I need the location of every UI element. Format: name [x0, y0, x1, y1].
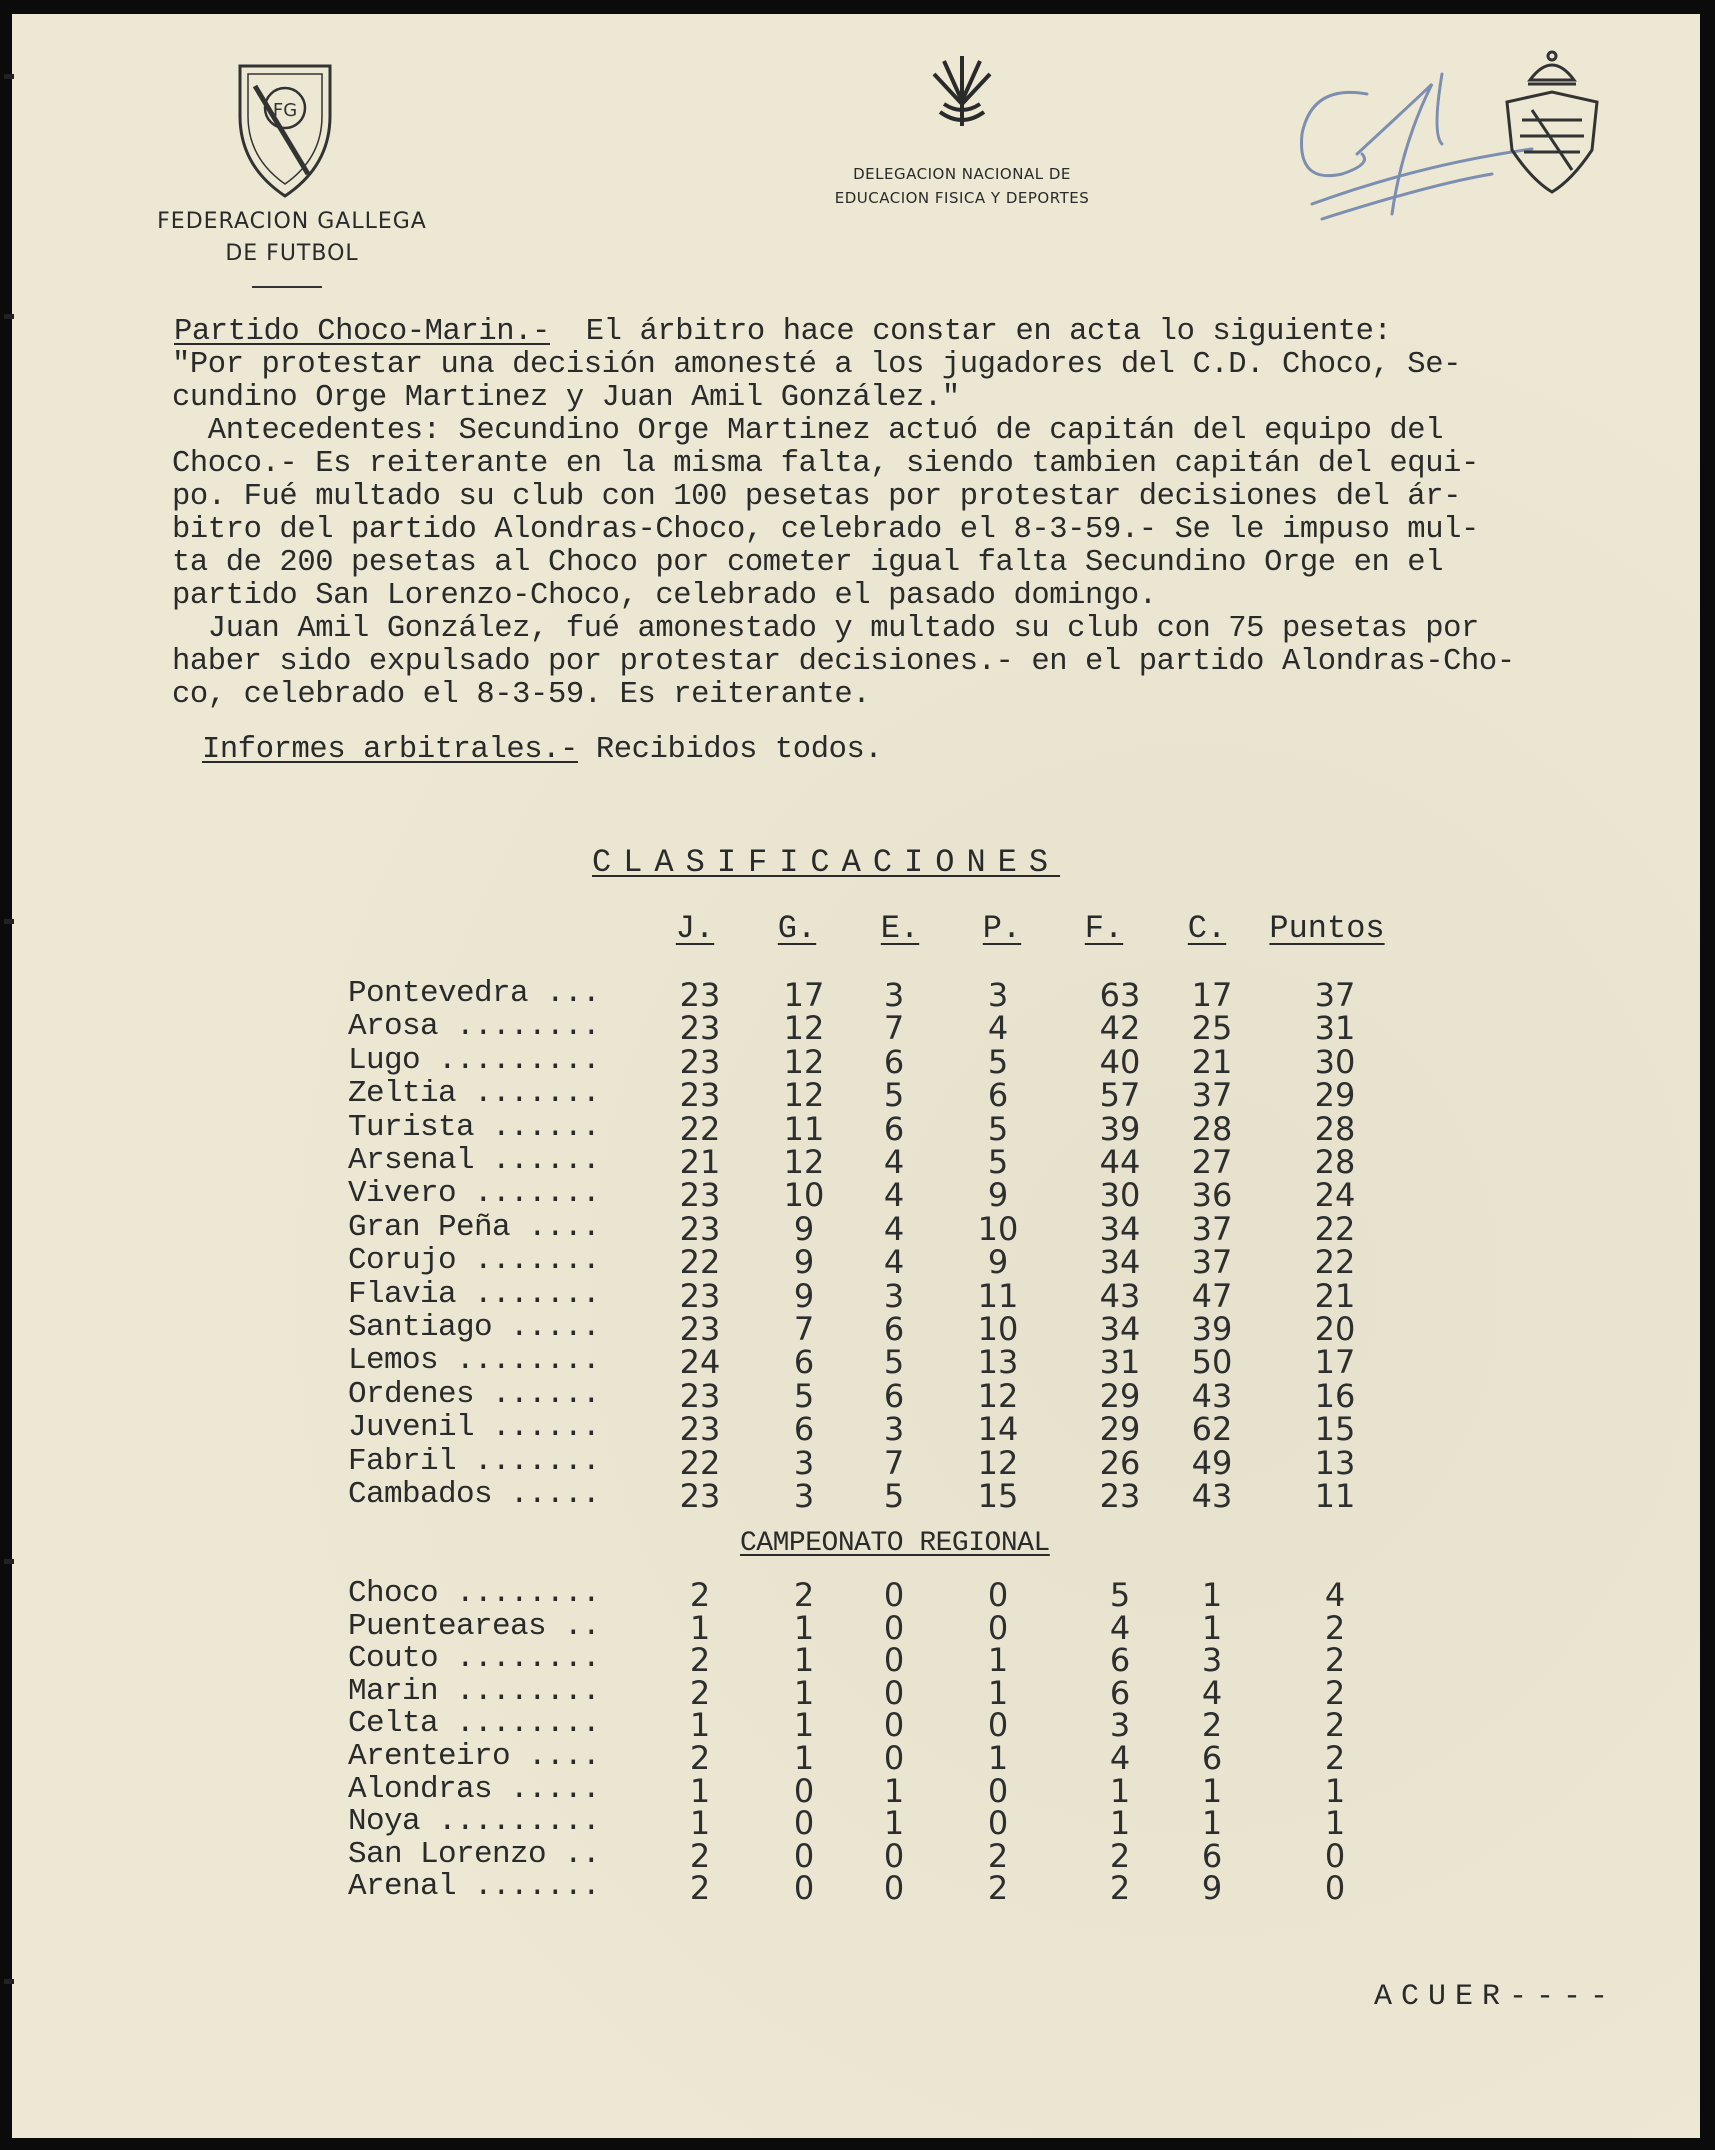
column-header-label: Puntos [1269, 910, 1385, 947]
cell-c: 21 [1191, 1042, 1233, 1081]
table-row [12, 1673, 1412, 1712]
paragraph-line: co, celebrado el 8-3-59. Es reiterante. [172, 678, 871, 712]
column-header-label: E. [880, 910, 920, 947]
cell-pts: 17 [1314, 1343, 1356, 1382]
team-name: Flavia ....... [348, 1276, 601, 1312]
table-row [12, 1608, 1412, 1647]
cell-j: 23 [679, 1176, 721, 1215]
cell-pts: 4 [1324, 1576, 1346, 1614]
cell-j: 1 [689, 1608, 711, 1647]
table-row [12, 1641, 1412, 1680]
cell-pts: 2 [1324, 1739, 1346, 1777]
cell-f: 31 [1099, 1343, 1141, 1382]
cell-pts: 20 [1314, 1310, 1356, 1348]
cell-e: 5 [883, 1343, 905, 1382]
reports-text: Recibidos todos. [577, 733, 883, 767]
cell-e: 0 [883, 1576, 905, 1614]
cell-e: 5 [883, 1076, 905, 1115]
cell-e: 6 [883, 1109, 905, 1148]
cell-j: 23 [679, 1310, 721, 1348]
cell-c: 49 [1191, 1443, 1233, 1482]
cell-pts: 1 [1324, 1804, 1346, 1843]
cell-e: 6 [883, 1376, 905, 1415]
cell-p: 1 [987, 1641, 1009, 1680]
table-row [12, 1804, 1412, 1843]
cell-e: 0 [883, 1608, 905, 1647]
federation-shield-icon [230, 46, 340, 206]
team-name: Noya ......... [348, 1804, 601, 1840]
cell-p: 5 [987, 1143, 1009, 1181]
column-header-e [860, 910, 940, 947]
cell-g: 5 [793, 1376, 815, 1415]
cell-c: 36 [1191, 1176, 1233, 1215]
cell-c: 62 [1191, 1410, 1233, 1449]
cell-pts: 22 [1314, 1243, 1356, 1282]
regional-title: CAMPEONATO REGIONAL [740, 1528, 1050, 1559]
cell-g: 6 [793, 1410, 815, 1449]
cell-g: 9 [793, 1276, 815, 1315]
cell-pts: 28 [1314, 1143, 1356, 1181]
cell-p: 0 [987, 1608, 1009, 1647]
cell-e: 0 [883, 1836, 905, 1875]
table-row [12, 1143, 1412, 1181]
cell-pts: 13 [1314, 1443, 1356, 1482]
cell-f: 6 [1109, 1641, 1131, 1680]
cell-pts: 0 [1324, 1836, 1346, 1875]
cell-pts: 11 [1314, 1477, 1356, 1515]
paragraph-line: bitro del partido Alondras-Choco, celebrado el 8-3-59.- Se le impuso mul- [172, 513, 1479, 547]
team-name: Celta ........ [348, 1706, 601, 1742]
cell-p: 12 [977, 1443, 1019, 1482]
cell-g: 12 [783, 1042, 825, 1081]
cell-f: 2 [1109, 1869, 1131, 1908]
paragraph-line: Antecedentes: Secundino Orge Martinez actuó de capitán del equipo del [172, 414, 1444, 448]
cell-f: 44 [1099, 1143, 1141, 1181]
cell-f: 30 [1099, 1176, 1141, 1215]
table-row [12, 1276, 1412, 1315]
table-row [12, 1209, 1412, 1248]
cell-c: 50 [1191, 1343, 1233, 1382]
cell-g: 12 [783, 1076, 825, 1115]
cell-e: 7 [883, 1443, 905, 1482]
team-name: Arenal ....... [348, 1869, 601, 1905]
paragraph-line: cundino Orge Martinez y Juan Amil González." [172, 381, 960, 415]
table-row [12, 976, 1412, 1014]
match-heading: Partido Choco-Marin.- [174, 315, 550, 349]
cell-c: 1 [1201, 1804, 1223, 1843]
cell-p: 1 [987, 1739, 1009, 1777]
cell-p: 2 [987, 1836, 1009, 1875]
cell-g: 0 [793, 1836, 815, 1875]
cell-f: 26 [1099, 1443, 1141, 1482]
delegation-name [802, 162, 1122, 210]
cell-g: 0 [793, 1804, 815, 1843]
cell-pts: 37 [1314, 976, 1356, 1014]
cell-g: 6 [793, 1343, 815, 1382]
cell-g: 11 [783, 1109, 825, 1148]
cell-j: 23 [679, 1209, 721, 1248]
cell-pts: 30 [1314, 1042, 1356, 1081]
cell-g: 9 [793, 1209, 815, 1248]
cell-j: 24 [679, 1343, 721, 1382]
cell-p: 3 [987, 976, 1009, 1014]
team-name: Puenteareas .. [348, 1608, 601, 1644]
cell-j: 23 [679, 1009, 721, 1048]
cell-f: 39 [1099, 1109, 1141, 1148]
cell-e: 3 [883, 1410, 905, 1449]
table-row [12, 1443, 1412, 1482]
team-name: Corujo ....... [348, 1243, 601, 1279]
cell-c: 17 [1191, 976, 1233, 1014]
table-row [12, 1376, 1412, 1415]
cell-c: 37 [1191, 1076, 1233, 1115]
column-header-j [655, 910, 735, 947]
federation-name [132, 206, 452, 270]
column-header-p [962, 910, 1042, 947]
cell-f: 43 [1099, 1276, 1141, 1315]
cell-p: 0 [987, 1804, 1009, 1843]
team-name: San Lorenzo .. [348, 1836, 601, 1872]
cell-j: 22 [679, 1443, 721, 1482]
cell-c: 28 [1191, 1109, 1233, 1148]
cell-g: 1 [793, 1641, 815, 1680]
cell-j: 23 [679, 1076, 721, 1115]
cell-c: 3 [1201, 1641, 1223, 1680]
cell-e: 0 [883, 1641, 905, 1680]
cell-f: 5 [1109, 1576, 1131, 1614]
team-name: Ordenes ...... [348, 1376, 601, 1412]
cell-e: 4 [883, 1243, 905, 1282]
table-row [12, 1706, 1412, 1745]
cell-g: 9 [793, 1243, 815, 1282]
punch-mark [4, 919, 14, 924]
cell-c: 2 [1201, 1706, 1223, 1745]
cell-pts: 2 [1324, 1641, 1346, 1680]
cell-f: 6 [1109, 1673, 1131, 1712]
cell-e: 3 [883, 976, 905, 1014]
cell-j: 2 [689, 1641, 711, 1680]
table-row [12, 1410, 1412, 1449]
team-name: Cambados ..... [348, 1477, 601, 1512]
paragraph-line: haber sido expulsado por protestar decisiones.- en el partido Alondras-Cho- [172, 645, 1515, 679]
table-row [12, 1836, 1412, 1875]
cell-f: 4 [1109, 1739, 1131, 1777]
team-name: Lugo ......... [348, 1042, 601, 1078]
reports-line [202, 734, 1715, 767]
delegation-name-line1: DELEGACION NACIONAL DE [853, 165, 1071, 183]
team-name: Fabril ....... [348, 1443, 601, 1479]
cell-e: 7 [883, 1009, 905, 1048]
table-row [12, 1771, 1412, 1810]
cell-p: 10 [977, 1209, 1019, 1248]
cell-g: 1 [793, 1706, 815, 1745]
cell-j: 23 [679, 1276, 721, 1315]
cell-g: 3 [793, 1477, 815, 1515]
cell-e: 4 [883, 1143, 905, 1181]
cell-g: 3 [793, 1443, 815, 1482]
paragraph-line: "Por protestar una decisión amonesté a los jugadores del C.D. Choco, Se- [172, 348, 1462, 382]
cell-p: 2 [987, 1869, 1009, 1908]
paragraph-line: ta de 200 pesetas al Choco por cometer igual falta Secundino Orge en el [172, 546, 1444, 580]
table-row [12, 1343, 1412, 1382]
team-name: Turista ...... [348, 1109, 601, 1145]
cell-p: 14 [977, 1410, 1019, 1449]
standings-title: CLASIFICACIONES [592, 844, 1061, 881]
paragraph-line: Choco.- Es reiterante en la misma falta, siendo tambien capitán del equi- [172, 447, 1479, 481]
team-name: Arenteiro .... [348, 1739, 601, 1774]
team-name: Marin ........ [348, 1673, 601, 1709]
punch-mark [4, 74, 14, 79]
team-name: Santiago ..... [348, 1310, 601, 1345]
cell-c: 39 [1191, 1310, 1233, 1348]
cell-c: 6 [1201, 1739, 1223, 1777]
team-name: Lemos ........ [348, 1343, 601, 1379]
cell-f: 34 [1099, 1209, 1141, 1248]
cell-j: 1 [689, 1706, 711, 1745]
federation-name-line2: DE FUTBOL [225, 241, 359, 266]
cell-pts: 22 [1314, 1209, 1356, 1248]
cell-j: 2 [689, 1739, 711, 1777]
cell-e: 0 [883, 1739, 905, 1777]
cell-j: 23 [679, 976, 721, 1014]
cell-c: 6 [1201, 1836, 1223, 1875]
delegation-name-line2: EDUCACION FISICA Y DEPORTES [834, 189, 1090, 207]
team-name: Couto ........ [348, 1641, 601, 1677]
table-row [12, 1176, 1412, 1215]
table-row [12, 1009, 1412, 1048]
cell-f: 57 [1099, 1076, 1141, 1115]
cell-p: 13 [977, 1343, 1019, 1382]
cell-f: 42 [1099, 1009, 1141, 1048]
table-row [12, 1310, 1412, 1348]
column-header-label: G. [777, 910, 817, 947]
team-name: Arosa ........ [348, 1009, 601, 1045]
cell-e: 1 [883, 1771, 905, 1810]
cell-g: 10 [783, 1176, 825, 1215]
team-name: Zeltia ....... [348, 1076, 601, 1112]
cell-e: 0 [883, 1673, 905, 1712]
team-name: Vivero ....... [348, 1176, 601, 1212]
paragraph-line: Juan Amil González, fué amonestado y multado su club con 75 pesetas por [172, 612, 1479, 646]
cell-pts: 1 [1324, 1771, 1346, 1810]
cell-c: 37 [1191, 1209, 1233, 1248]
cell-c: 25 [1191, 1009, 1233, 1048]
svg-text:FG: FG [272, 100, 298, 121]
cell-f: 3 [1109, 1706, 1131, 1745]
cell-e: 6 [883, 1042, 905, 1081]
cell-pts: 24 [1314, 1176, 1356, 1215]
cell-f: 1 [1109, 1804, 1131, 1843]
cell-c: 1 [1201, 1608, 1223, 1647]
cell-p: 5 [987, 1109, 1009, 1148]
cell-c: 37 [1191, 1243, 1233, 1282]
cell-p: 9 [987, 1176, 1009, 1215]
cell-f: 23 [1099, 1477, 1141, 1515]
table-row [12, 1477, 1412, 1515]
cell-f: 1 [1109, 1771, 1131, 1810]
document-page [12, 14, 1700, 2138]
cell-g: 2 [793, 1576, 815, 1614]
yoke-arrows-icon [922, 46, 1002, 136]
cell-c: 1 [1201, 1771, 1223, 1810]
cell-j: 21 [679, 1143, 721, 1181]
cell-p: 0 [987, 1771, 1009, 1810]
continuation-text: ACUER---- [1374, 1980, 1618, 2014]
cell-pts: 2 [1324, 1706, 1346, 1745]
cell-g: 1 [793, 1739, 815, 1777]
team-name: Juvenil ...... [348, 1410, 601, 1446]
crowned-crest-icon [1492, 40, 1612, 210]
table-row [12, 1042, 1412, 1081]
cell-pts: 31 [1314, 1009, 1356, 1048]
table-row [12, 1739, 1412, 1777]
cell-e: 4 [883, 1176, 905, 1215]
cell-e: 0 [883, 1869, 905, 1908]
cell-f: 34 [1099, 1243, 1141, 1282]
paragraph-line: partido San Lorenzo-Choco, celebrado el pasado domingo. [172, 579, 1157, 613]
cell-f: 2 [1109, 1836, 1131, 1875]
cell-e: 3 [883, 1276, 905, 1315]
column-header-label: P. [982, 910, 1022, 947]
cell-j: 23 [679, 1042, 721, 1081]
cell-e: 1 [883, 1804, 905, 1843]
column-header-label: F. [1084, 910, 1124, 947]
team-name: Pontevedra ... [348, 976, 601, 1011]
cell-c: 27 [1191, 1143, 1233, 1181]
cell-pts: 2 [1324, 1673, 1346, 1712]
cell-c: 4 [1201, 1673, 1223, 1712]
punch-mark [4, 1559, 14, 1564]
cell-g: 17 [783, 976, 825, 1014]
table-row [12, 1576, 1412, 1614]
cell-j: 22 [679, 1243, 721, 1282]
team-name: Gran Peña .... [348, 1209, 601, 1245]
cell-pts: 0 [1324, 1869, 1346, 1908]
cell-g: 0 [793, 1771, 815, 1810]
cell-j: 23 [679, 1376, 721, 1415]
cell-f: 63 [1099, 976, 1141, 1014]
cell-pts: 28 [1314, 1109, 1356, 1148]
cell-j: 1 [689, 1771, 711, 1810]
cell-p: 11 [977, 1276, 1019, 1315]
cell-j: 2 [689, 1576, 711, 1614]
cell-p: 1 [987, 1673, 1009, 1712]
cell-j: 22 [679, 1109, 721, 1148]
table-row [12, 1076, 1412, 1115]
column-header-points [1262, 910, 1392, 947]
cell-c: 43 [1191, 1376, 1233, 1415]
column-header-label: C. [1187, 910, 1227, 947]
table-row [12, 1109, 1412, 1148]
cell-p: 4 [987, 1009, 1009, 1048]
cell-pts: 15 [1314, 1410, 1356, 1449]
cell-c: 47 [1191, 1276, 1233, 1315]
federation-name-line1: FEDERACION GALLEGA [157, 209, 427, 234]
punch-mark [4, 1979, 14, 1984]
cell-j: 1 [689, 1804, 711, 1843]
cell-f: 29 [1099, 1376, 1141, 1415]
cell-p: 6 [987, 1076, 1009, 1115]
cell-pts: 2 [1324, 1608, 1346, 1647]
cell-j: 2 [689, 1673, 711, 1712]
cell-f: 4 [1109, 1608, 1131, 1647]
paragraph-line: po. Fué multado su club con 100 pesetas por protestar decisiones del ár- [172, 480, 1462, 514]
cell-g: 1 [793, 1673, 815, 1712]
cell-j: 2 [689, 1836, 711, 1875]
team-name: Alondras ..... [348, 1771, 601, 1807]
cell-p: 15 [977, 1477, 1019, 1515]
team-name: Choco ........ [348, 1576, 601, 1611]
cell-p: 0 [987, 1706, 1009, 1745]
cell-g: 12 [783, 1009, 825, 1048]
cell-j: 2 [689, 1869, 711, 1908]
cell-g: 1 [793, 1608, 815, 1647]
cell-e: 0 [883, 1706, 905, 1745]
cell-c: 1 [1201, 1576, 1223, 1614]
column-header-g [757, 910, 837, 947]
reports-heading: Informes arbitrales.- [202, 733, 578, 767]
column-header-label: J. [675, 910, 715, 947]
table-row [12, 1869, 1412, 1908]
cell-f: 34 [1099, 1310, 1141, 1348]
paragraph-text: El árbitro hace constar en acta lo siguiente: [549, 315, 1392, 349]
cell-g: 0 [793, 1869, 815, 1908]
cell-p: 10 [977, 1310, 1019, 1348]
cell-e: 5 [883, 1477, 905, 1515]
cell-p: 12 [977, 1376, 1019, 1415]
paragraph-line [174, 316, 1694, 349]
cell-f: 29 [1099, 1410, 1141, 1449]
cell-e: 6 [883, 1310, 905, 1348]
column-header-c [1167, 910, 1247, 947]
cell-pts: 16 [1314, 1376, 1356, 1415]
cell-j: 23 [679, 1477, 721, 1515]
cell-g: 7 [793, 1310, 815, 1348]
cell-p: 5 [987, 1042, 1009, 1081]
cell-c: 9 [1201, 1869, 1223, 1908]
cell-pts: 21 [1314, 1276, 1356, 1315]
table-row [12, 1243, 1412, 1282]
team-name: Arsenal ...... [348, 1143, 601, 1178]
cell-g: 12 [783, 1143, 825, 1181]
cell-p: 0 [987, 1576, 1009, 1614]
punch-mark [4, 314, 14, 319]
cell-p: 9 [987, 1243, 1009, 1282]
divider [252, 286, 322, 288]
cell-pts: 29 [1314, 1076, 1356, 1115]
cell-e: 4 [883, 1209, 905, 1248]
cell-j: 23 [679, 1410, 721, 1449]
column-header-f [1064, 910, 1144, 947]
cell-c: 43 [1191, 1477, 1233, 1515]
cell-f: 40 [1099, 1042, 1141, 1081]
